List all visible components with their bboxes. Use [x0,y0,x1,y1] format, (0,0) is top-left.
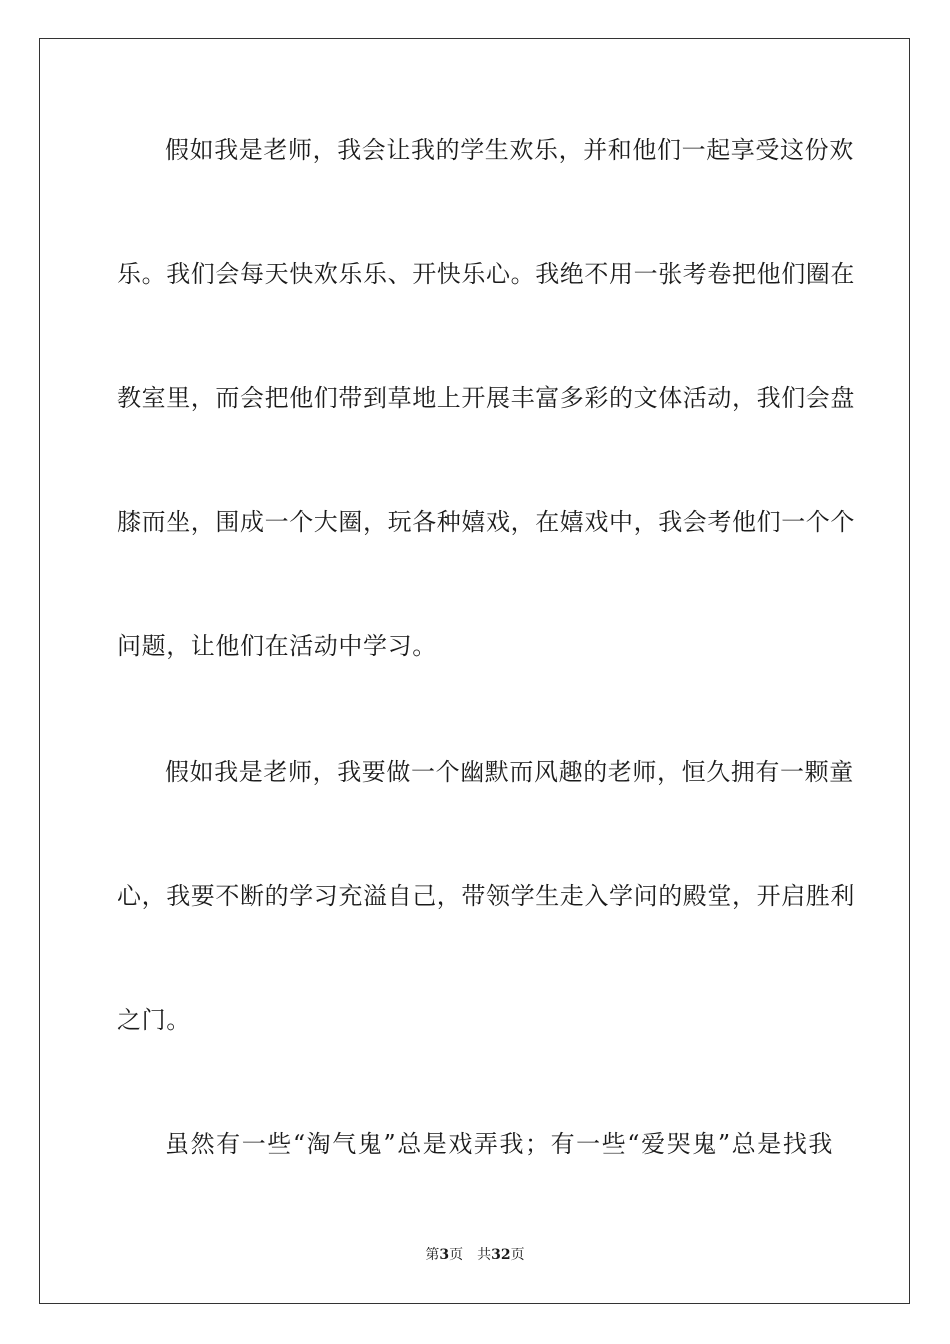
total-prefix: 共 [477,1247,492,1263]
paragraph-1-line-5: 问题，让他们在活动中学习。 [117,632,437,660]
paragraph-2-line-3: 之门。 [117,1006,191,1034]
paragraph-1-line-3: 教室里，而会把他们带到草地上开展丰富多彩的文体活动，我们会盘 [117,384,855,412]
paragraph-3-line-1: 虽然有一些“淘气鬼”总是戏弄我；有一些“爱哭鬼”总是找我 [165,1130,833,1158]
paragraph-2-line-1: 假如我是老师，我要做一个幽默而风趣的老师，恒久拥有一颗童 [165,758,854,786]
page-prefix: 第 [425,1247,440,1263]
page-frame [39,38,910,1304]
page-number: 3 [439,1247,450,1263]
paragraph-2-line-2: 心，我要不断的学习充溢自己，带领学生走入学问的殿堂，开启胜利 [117,882,855,910]
paragraph-1-line-4: 膝而坐，围成一个大圈，玩各种嬉戏，在嬉戏中，我会考他们一个个 [117,508,855,536]
total-suffix: 页 [510,1247,525,1263]
page-footer [0,1246,950,1264]
total-pages: 32 [491,1247,511,1263]
page-suffix: 页 [449,1247,464,1263]
paragraph-1-line-2: 乐。我们会每天快欢乐乐、开快乐心。我绝不用一张考卷把他们圈在 [117,260,855,288]
paragraph-1-line-1: 假如我是老师，我会让我的学生欢乐，并和他们一起享受这份欢 [165,136,854,164]
